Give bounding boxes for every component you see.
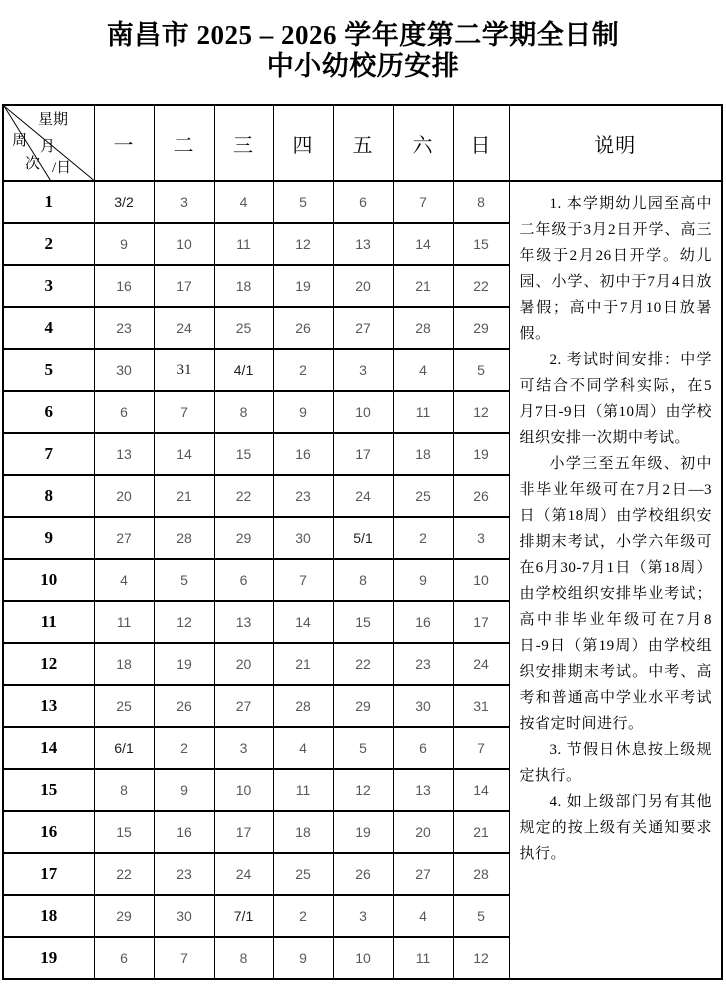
corner-label-weekday: 星期 bbox=[38, 112, 69, 128]
week-number: 5 bbox=[3, 349, 94, 391]
date-cell: 26 bbox=[273, 307, 333, 349]
week-number: 19 bbox=[3, 937, 94, 979]
notes-paragraph: 4. 如上级部门另有其他规定的按上级有关通知要求执行。 bbox=[519, 794, 712, 862]
date-cell: 5 bbox=[453, 349, 509, 391]
date-cell: 2 bbox=[273, 895, 333, 937]
date-cell: 13 bbox=[333, 223, 393, 265]
week-number: 16 bbox=[3, 811, 94, 853]
date-cell: 31 bbox=[453, 685, 509, 727]
week-number: 17 bbox=[3, 853, 94, 895]
day-header-sat: 六 bbox=[393, 105, 453, 181]
notes-paragraph: 3. 节假日休息按上级规定执行。 bbox=[519, 742, 712, 784]
date-cell: 4 bbox=[214, 181, 273, 223]
date-cell: 4 bbox=[94, 559, 154, 601]
date-cell: 23 bbox=[154, 853, 214, 895]
date-cell: 10 bbox=[214, 769, 273, 811]
date-cell: 5 bbox=[333, 727, 393, 769]
date-cell: 29 bbox=[94, 895, 154, 937]
date-cell: 11 bbox=[214, 223, 273, 265]
date-cell: 14 bbox=[154, 433, 214, 475]
corner-label-week-bottom: 次 bbox=[25, 156, 41, 172]
date-cell: 17 bbox=[453, 601, 509, 643]
date-cell: 5 bbox=[273, 181, 333, 223]
page-title-line2: 中小幼校历安排 bbox=[266, 51, 460, 82]
date-cell: 18 bbox=[94, 643, 154, 685]
corner-label-month: 月 bbox=[40, 139, 56, 155]
date-cell: 11 bbox=[94, 601, 154, 643]
day-header-thu: 四 bbox=[273, 105, 333, 181]
week-number: 11 bbox=[3, 601, 94, 643]
date-cell: 12 bbox=[273, 223, 333, 265]
week-number: 18 bbox=[3, 895, 94, 937]
week-number: 9 bbox=[3, 517, 94, 559]
date-cell: 6 bbox=[94, 391, 154, 433]
corner-label-week-top: 周 bbox=[12, 133, 28, 149]
header-row bbox=[3, 105, 722, 181]
date-cell: 7 bbox=[273, 559, 333, 601]
date-cell: 7 bbox=[154, 937, 214, 979]
date-cell: 6/1 bbox=[94, 727, 154, 769]
date-cell: 3/2 bbox=[94, 181, 154, 223]
date-cell: 30 bbox=[393, 685, 453, 727]
date-cell: 25 bbox=[214, 307, 273, 349]
week-number: 2 bbox=[3, 223, 94, 265]
date-cell: 18 bbox=[214, 265, 273, 307]
date-cell: 28 bbox=[154, 517, 214, 559]
date-cell: 8 bbox=[214, 937, 273, 979]
date-cell: 26 bbox=[333, 853, 393, 895]
date-cell: 19 bbox=[154, 643, 214, 685]
date-cell: 20 bbox=[94, 475, 154, 517]
date-cell: 22 bbox=[94, 853, 154, 895]
date-cell: 5 bbox=[154, 559, 214, 601]
date-cell: 9 bbox=[154, 769, 214, 811]
date-cell: 10 bbox=[154, 223, 214, 265]
date-cell: 27 bbox=[393, 853, 453, 895]
notes-paragraph: 1. 本学期幼儿园至高中二年级于3月2日开学、高三年级于2月26日开学。幼儿园、小学、初中于7月4日放暑假；高中于7月10日放暑假。 bbox=[519, 196, 712, 342]
date-cell: 30 bbox=[154, 895, 214, 937]
date-cell: 5/1 bbox=[333, 517, 393, 559]
notes-cell bbox=[509, 181, 722, 979]
notes-paragraph: 2. 考试时间安排：中学可结合不同学科实际，在5月7日-9日（第10周）由学校组织安排一次期中考试。 bbox=[519, 352, 712, 446]
notes-paragraph: 小学三至五年级、初中非毕业年级可在7月2日—3日（第18周）由学校组织安排期末考试，小学六年级可在6月30-7月1日（第18周）由学校组织安排毕业考试；高中非毕业年级可在7月8日-9日（第19周）由学校组织安排期末考试。中考、高考和普通高中学业水平考试按省定时间进行。 bbox=[519, 456, 712, 732]
date-cell: 6 bbox=[214, 559, 273, 601]
date-cell: 29 bbox=[453, 307, 509, 349]
week-number: 8 bbox=[3, 475, 94, 517]
week-number: 14 bbox=[3, 727, 94, 769]
date-cell: 11 bbox=[273, 769, 333, 811]
date-cell: 24 bbox=[214, 853, 273, 895]
week-number: 7 bbox=[3, 433, 94, 475]
corner-header bbox=[3, 105, 94, 181]
date-cell: 14 bbox=[393, 223, 453, 265]
date-cell: 10 bbox=[333, 937, 393, 979]
date-cell: 15 bbox=[333, 601, 393, 643]
date-cell: 9 bbox=[273, 391, 333, 433]
week-number: 6 bbox=[3, 391, 94, 433]
date-cell: 5 bbox=[453, 895, 509, 937]
date-cell: 6 bbox=[94, 937, 154, 979]
date-cell: 4 bbox=[393, 349, 453, 391]
notes-header: 说明 bbox=[509, 105, 722, 181]
date-cell: 19 bbox=[453, 433, 509, 475]
day-header-sun: 日 bbox=[453, 105, 509, 181]
date-cell: 10 bbox=[333, 391, 393, 433]
date-cell: 2 bbox=[154, 727, 214, 769]
school-calendar-table bbox=[2, 104, 723, 980]
date-cell: 27 bbox=[333, 307, 393, 349]
date-cell: 9 bbox=[393, 559, 453, 601]
date-cell: 19 bbox=[273, 265, 333, 307]
date-cell: 13 bbox=[393, 769, 453, 811]
date-cell: 22 bbox=[333, 643, 393, 685]
date-cell: 16 bbox=[154, 811, 214, 853]
date-cell: 26 bbox=[453, 475, 509, 517]
date-cell: 30 bbox=[94, 349, 154, 391]
date-cell: 11 bbox=[393, 937, 453, 979]
date-cell: 9 bbox=[94, 223, 154, 265]
date-cell: 27 bbox=[94, 517, 154, 559]
date-cell: 12 bbox=[333, 769, 393, 811]
date-cell: 13 bbox=[214, 601, 273, 643]
date-cell: 2 bbox=[393, 517, 453, 559]
date-cell: 4 bbox=[393, 895, 453, 937]
day-header-wed: 三 bbox=[214, 105, 273, 181]
week-number: 13 bbox=[3, 685, 94, 727]
date-cell: 23 bbox=[273, 475, 333, 517]
date-cell: 3 bbox=[333, 349, 393, 391]
date-cell: 16 bbox=[393, 601, 453, 643]
day-header-fri: 五 bbox=[333, 105, 393, 181]
date-cell: 26 bbox=[154, 685, 214, 727]
date-cell: 7 bbox=[393, 181, 453, 223]
date-cell: 9 bbox=[273, 937, 333, 979]
date-cell: 20 bbox=[393, 811, 453, 853]
date-cell: 8 bbox=[333, 559, 393, 601]
date-cell: 12 bbox=[453, 937, 509, 979]
date-cell: 17 bbox=[214, 811, 273, 853]
date-cell: 24 bbox=[333, 475, 393, 517]
date-cell: 20 bbox=[214, 643, 273, 685]
date-cell: 17 bbox=[333, 433, 393, 475]
date-cell: 22 bbox=[214, 475, 273, 517]
date-cell: 3 bbox=[453, 517, 509, 559]
date-cell: 4 bbox=[273, 727, 333, 769]
date-cell: 8 bbox=[94, 769, 154, 811]
date-cell: 3 bbox=[214, 727, 273, 769]
date-cell: 25 bbox=[393, 475, 453, 517]
date-cell: 8 bbox=[214, 391, 273, 433]
week-number: 15 bbox=[3, 769, 94, 811]
date-cell: 12 bbox=[154, 601, 214, 643]
week-number: 4 bbox=[3, 307, 94, 349]
date-cell: 2 bbox=[273, 349, 333, 391]
date-cell: 31 bbox=[154, 349, 214, 391]
date-cell: 6 bbox=[393, 727, 453, 769]
date-cell: 21 bbox=[453, 811, 509, 853]
date-cell: 20 bbox=[333, 265, 393, 307]
date-cell: 16 bbox=[273, 433, 333, 475]
date-cell: 15 bbox=[453, 223, 509, 265]
date-cell: 28 bbox=[453, 853, 509, 895]
calendar-week-row bbox=[3, 181, 722, 223]
date-cell: 8 bbox=[453, 181, 509, 223]
date-cell: 13 bbox=[94, 433, 154, 475]
date-cell: 27 bbox=[214, 685, 273, 727]
date-cell: 23 bbox=[94, 307, 154, 349]
day-header-mon: 一 bbox=[94, 105, 154, 181]
week-number: 1 bbox=[3, 181, 94, 223]
week-number: 3 bbox=[3, 265, 94, 307]
date-cell: 15 bbox=[94, 811, 154, 853]
date-cell: 30 bbox=[273, 517, 333, 559]
date-cell: 18 bbox=[273, 811, 333, 853]
calendar-body bbox=[3, 181, 722, 979]
date-cell: 17 bbox=[154, 265, 214, 307]
date-cell: 7 bbox=[154, 391, 214, 433]
date-cell: 29 bbox=[214, 517, 273, 559]
date-cell: 7 bbox=[453, 727, 509, 769]
day-header-tue: 二 bbox=[154, 105, 214, 181]
date-cell: 11 bbox=[393, 391, 453, 433]
date-cell: 29 bbox=[333, 685, 393, 727]
date-cell: 22 bbox=[453, 265, 509, 307]
date-cell: 10 bbox=[453, 559, 509, 601]
week-number: 12 bbox=[3, 643, 94, 685]
date-cell: 28 bbox=[273, 685, 333, 727]
date-cell: 3 bbox=[154, 181, 214, 223]
corner-label-day: /日 bbox=[52, 160, 72, 176]
date-cell: 28 bbox=[393, 307, 453, 349]
date-cell: 24 bbox=[453, 643, 509, 685]
date-cell: 14 bbox=[453, 769, 509, 811]
date-cell: 19 bbox=[333, 811, 393, 853]
date-cell: 7/1 bbox=[214, 895, 273, 937]
date-cell: 18 bbox=[393, 433, 453, 475]
date-cell: 4/1 bbox=[214, 349, 273, 391]
date-cell: 12 bbox=[453, 391, 509, 433]
date-cell: 25 bbox=[273, 853, 333, 895]
date-cell: 23 bbox=[393, 643, 453, 685]
page-title bbox=[0, 20, 726, 83]
date-cell: 21 bbox=[273, 643, 333, 685]
date-cell: 24 bbox=[154, 307, 214, 349]
page-title-line1: 南昌市 2025 – 2026 学年度第二学期全日制 bbox=[106, 20, 620, 50]
date-cell: 21 bbox=[393, 265, 453, 307]
date-cell: 6 bbox=[333, 181, 393, 223]
date-cell: 25 bbox=[94, 685, 154, 727]
date-cell: 3 bbox=[333, 895, 393, 937]
date-cell: 16 bbox=[94, 265, 154, 307]
date-cell: 14 bbox=[273, 601, 333, 643]
week-number: 10 bbox=[3, 559, 94, 601]
date-cell: 15 bbox=[214, 433, 273, 475]
date-cell: 21 bbox=[154, 475, 214, 517]
